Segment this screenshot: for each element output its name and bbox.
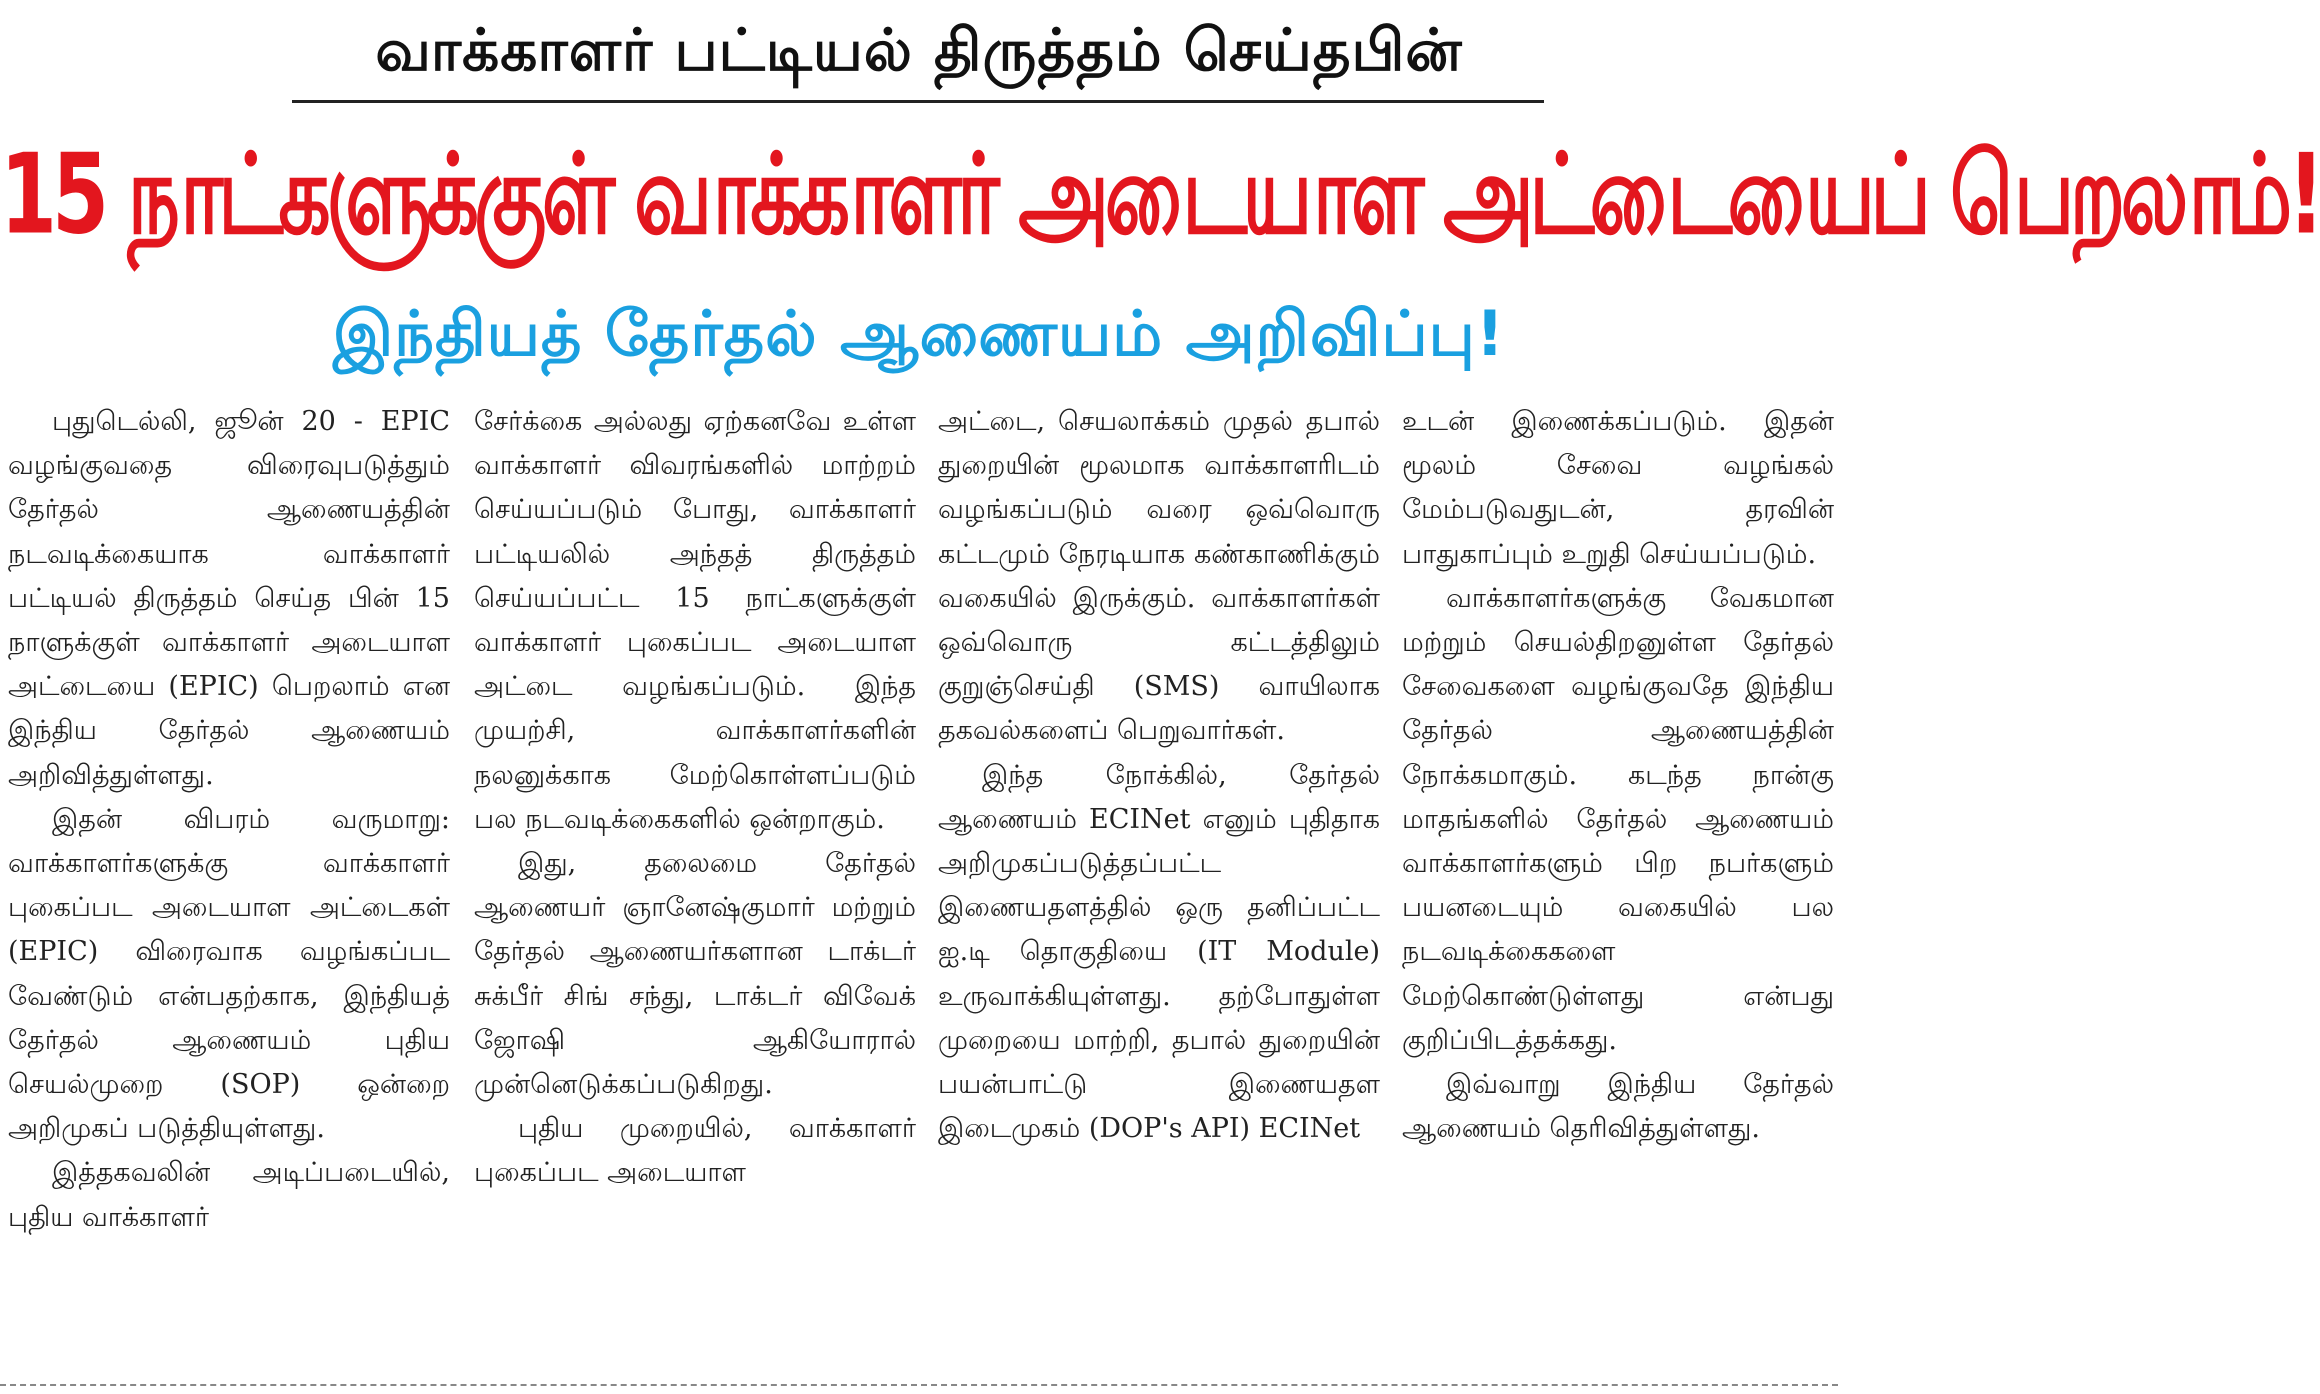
kicker-heading: வாக்காளர் பட்டியல் திருத்தம் செய்தபின் (375, 16, 1463, 84)
article-column-1 (8, 400, 450, 1370)
column-1-paragraph-1: புதுடெல்லி, ஜூன் 20 - EPIC வழங்குவதை விரைவுபடுத்தும் தேர்தல் ஆணையத்தின் நடவடிக்கையாக வாக்காளர் பட்டியல் திருத்தம் செய்த பின் 15 நாளுக்குள் வாக்காளர் அடையாள அட்டையை (EPIC) பெறலாம் என இந்திய தேர்தல் ஆணையம் அறிவித்துள்ளது. (8, 406, 450, 791)
column-1-paragraph-3: இத்தகவலின் அடிப்படையில், புதிய வாக்காளர் (8, 1157, 450, 1233)
column-4-paragraph-1: உடன் இணைக்கப்படும். இதன் மூலம் சேவை வழங்கல் மேம்படுவதுடன், தரவின் பாதுகாப்பும் உறுதி செய்யப்படும். (1402, 406, 1834, 570)
column-3-paragraph-1: அட்டை, செயலாக்கம் முதல் தபால் துறையின் மூலமாக வாக்காளரிடம் வழங்கப்படும் வரை ஒவ்வொரு கட்டமும் நேரடியாக கண்காணிக்கும் வகையில் இருக்கும். வாக்காளர்கள் ஒவ்வொரு கட்டத்திலும் குறுஞ்செய்தி (SMS) வாயிலாக தகவல்களைப் பெறுவார்கள். (938, 406, 1380, 747)
column-2-paragraph-3: புதிய முறையில், வாக்காளர் புகைப்பட அடையாள (474, 1113, 916, 1189)
bottom-dashed-rule (0, 1384, 1838, 1386)
column-4-paragraph-2: வாக்காளர்களுக்கு வேகமான மற்றும் செயல்திறனுள்ள தேர்தல் சேவைகளை வழங்குவதே இந்திய தேர்தல் ஆணையத்தின் நோக்கமாகும். கடந்த நான்கு மாதங்களில் தேர்தல் ஆணையம் வாக்காளர்களும் பிற நபர்களும் பயனடையும் வகையில் பல நடவடிக்கைகளை மேற்கொண்டுள்ளது என்பது குறிப்பிடத்தக்கது. (1402, 582, 1834, 1056)
column-1-paragraph-2: இதன் விபரம் வருமாறு: வாக்காளர்களுக்கு வாக்காளர் புகைப்பட அடையாள அட்டைகள் (EPIC) விரைவாக வழங்கப்பட வேண்டும் என்பதற்காக, இந்தியத் தேர்தல் ஆணையம் புதிய செயல்முறை (SOP) ஒன்றை அறிமுகப் படுத்தியுள்ளது. (8, 803, 450, 1145)
main-headline: 15 நாட்களுக்குள் வாக்காளர் அடையாள அட்டையைப் பெறலாம்! (0, 131, 2320, 260)
article-column-4 (1402, 400, 1834, 1370)
subheadline: இந்தியத் தேர்தல் ஆணையம் அறிவிப்பு! (332, 297, 1506, 370)
column-4-paragraph-3: இவ்வாறு இந்திய தேர்தல் ஆணையம் தெரிவித்துள்ளது. (1402, 1069, 1834, 1145)
column-2-paragraph-1: சேர்க்கை அல்லது ஏற்கனவே உள்ள வாக்காளர் விவரங்களில் மாற்றம் செய்யப்படும் போது, வாக்காளர் பட்டியலில் அந்தத் திருத்தம் செய்யப்பட்ட 15 நாட்களுக்குள் வாக்காளர் புகைப்பட அடையாள அட்டை வழங்கப்படும். இந்த முயற்சி, வாக்காளர்களின் நலனுக்காக மேற்கொள்ளப்படும் பல நடவடிக்கைகளில் ஒன்றாகும். (474, 406, 916, 835)
column-3-paragraph-2: இந்த நோக்கில், தேர்தல் ஆணையம் ECINet எனும் புதிதாக அறிமுகப்படுத்தப்பட்ட இணையதளத்தில் ஒரு தனிப்பட்ட ஐ.டி தொகுதியை (IT Module) உருவாக்கியுள்ளது. தற்போதுள்ள முறையை மாற்றி, தபால் துறையின் பயன்பாட்டு இணையதள இடைமுகம் (DOP's API) ECINet (938, 759, 1380, 1145)
article-column-2 (474, 400, 916, 1370)
article-column-3 (938, 400, 1380, 1370)
column-2-paragraph-2: இது, தலைமை தேர்தல் ஆணையர் ஞானேஷ்குமார் மற்றும் தேர்தல் ஆணையர்களான டாக்டர் சுக்பீர் சிங் சந்து, டாக்டர் விவேக் ஜோஷி ஆகியோரால் முன்னெடுக்கப்படுகிறது. (474, 848, 916, 1101)
